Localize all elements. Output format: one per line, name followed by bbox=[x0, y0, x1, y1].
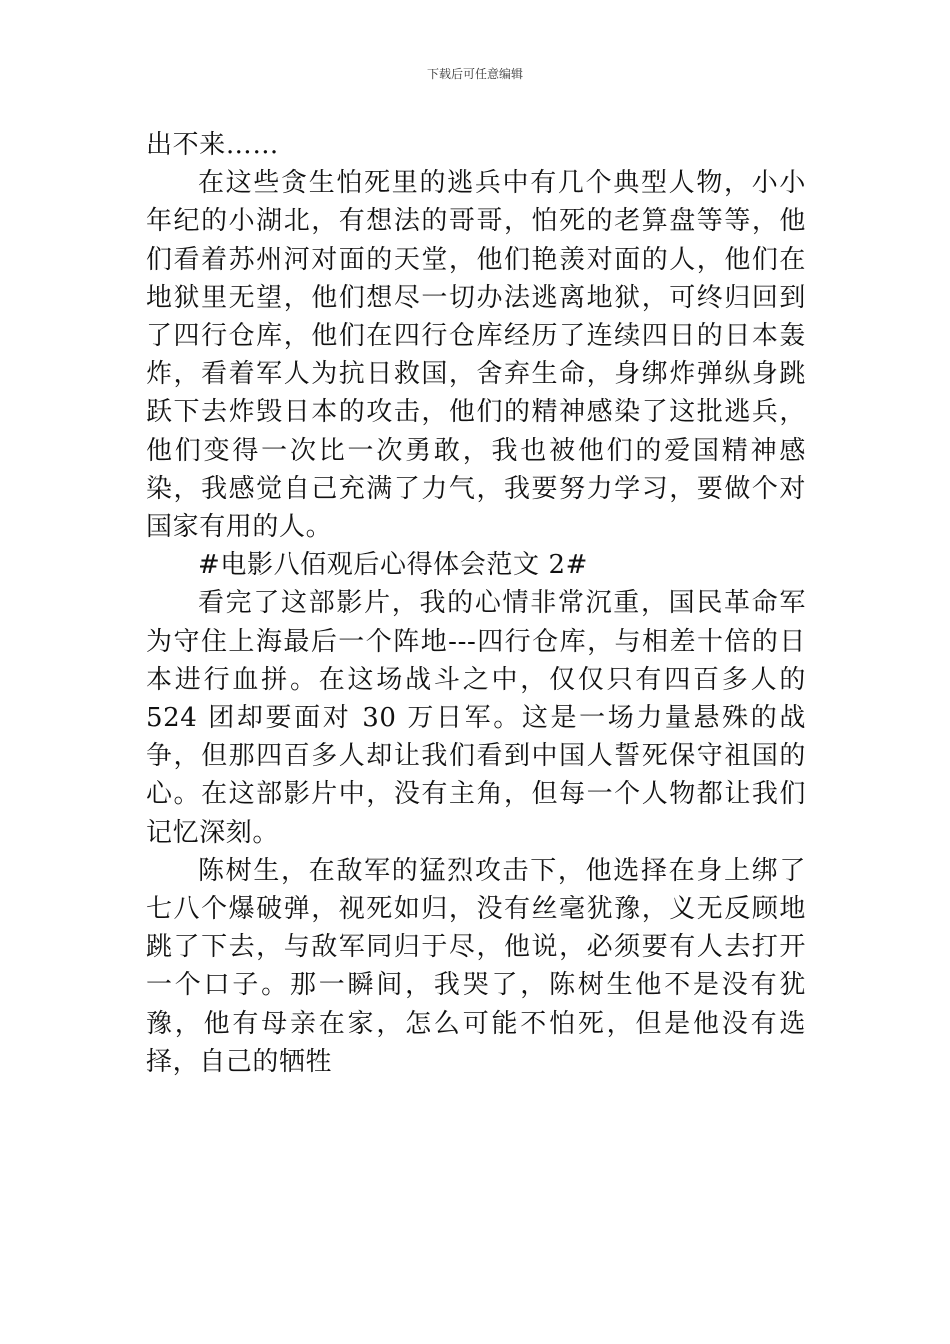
paragraph-deserters: 在这些贪生怕死里的逃兵中有几个典型人物，小小年纪的小湖北，有想法的哥哥，怕死的老算盘等等，他们看着苏州河对面的天堂，他们艳羡对面的人，他们在地狱里无望，他们想尽一切办法逃离地狱，可终归回到了四行仓库，他们在四行仓库经历了连续四日的日本轰炸，看着军人为抗日救国，舍弃生命，身绑炸弹纵身跳跃下去炸毁日本的攻击，他们的精神感染了这批逃兵，他们变得一次比一次勇敢，我也被他们的爱国精神感染，我感觉自己充满了力气，我要努力学习，要做个对国家有用的人。 bbox=[146, 168, 806, 543]
page-header: 下载后可任意编辑 bbox=[426, 67, 523, 81]
paragraph-film-summary: 看完了这部影片，我的心情非常沉重，国民革命军为守住上海最后一个阵地---四行仓库，与相差十倍的日本进行血拼。在这场战斗之中，仅仅只有四百多人的 524 团却要面对 30 万日军。这是一场力量悬殊的战争，但那四百多人却让我们看到中国人誓死保守祖国的心。在这部影片中，没有主角，但每一个人物都让我们记忆深刻。 bbox=[146, 588, 806, 848]
paragraph-continuation: 出不来…… bbox=[146, 130, 280, 160]
document-body bbox=[146, 126, 806, 1081]
paragraph-chen-shusheng: 陈树生，在敌军的猛烈攻击下，他选择在身上绑了七八个爆破弹，视死如归，没有丝毫犹豫，义无反顾地跳了下去，与敌军同归于尽，他说，必须要有人去打开一个口子。那一瞬间，我哭了，陈树生他不是没有犹豫，他有母亲在家，怎么可能不怕死，但是他没有选择，自己的牺牲 bbox=[146, 855, 806, 1077]
section-heading: #电影八佰观后心得体会范文 2# bbox=[198, 550, 588, 581]
